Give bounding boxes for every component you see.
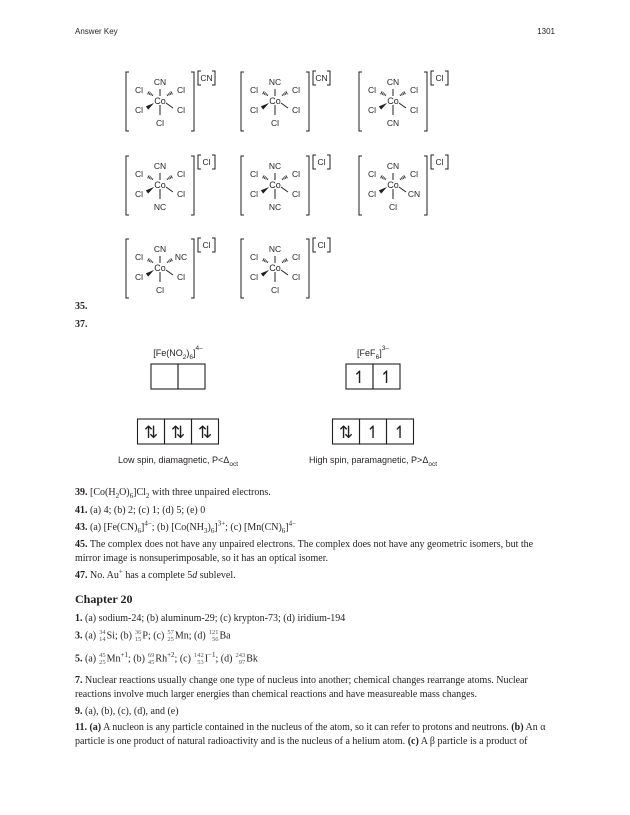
plain-bond	[281, 270, 288, 275]
metal-center: Co	[269, 96, 281, 106]
ligand-upper-right: Cl	[291, 252, 301, 262]
ligand-upper-left: Cl	[367, 85, 377, 95]
counterion: Cl	[435, 157, 444, 167]
ligand-lower-left: Cl	[249, 105, 259, 115]
spin-caption	[309, 455, 437, 468]
answer-43: 43. (a) $[Fe(CN)_6]^{4-}$; (b) $[Co(NH_3)_6]^{3+}$; (c) $[Mn(CN)_6]^{4-}$	[75, 519, 297, 535]
ligand-upper-right: NC	[174, 252, 188, 262]
counterion: Cl	[202, 240, 211, 250]
hashed-bond	[170, 176, 171, 178]
hashed-bond	[168, 177, 169, 179]
complex-formula	[153, 345, 203, 361]
hashed-bond	[401, 177, 402, 179]
metal-center: Co	[154, 96, 166, 106]
hashed-bond	[264, 259, 265, 261]
isotope-notation: 121 56	[208, 629, 219, 643]
bracket-right	[191, 239, 194, 298]
plain-bond	[281, 103, 288, 108]
ligand-bottom: Cl	[270, 285, 280, 295]
hashed-bond	[149, 92, 150, 94]
hashed-bond	[283, 260, 284, 262]
d-orbital-diagram	[118, 345, 238, 468]
ligand-bottom: Cl	[155, 118, 165, 128]
ligand-bottom: Cl	[155, 285, 165, 295]
formula-part: ]	[379, 348, 382, 358]
electron-arrow: ⇅	[338, 423, 354, 442]
plain-bond	[166, 270, 173, 275]
bracket-right	[191, 72, 194, 131]
hashed-bond	[404, 175, 406, 178]
hashed-bond	[267, 178, 268, 179]
ligand-lower-right: Cl	[176, 189, 186, 199]
counterion: Cl	[317, 240, 326, 250]
formula-part: [Fe(NO	[153, 348, 183, 358]
octahedral-complex	[241, 155, 330, 215]
ligand-top: NC	[268, 244, 282, 254]
ligand-bottom: Cl	[270, 118, 280, 128]
counterion-bracket-right	[327, 155, 330, 169]
answer-39: 39. $[Co(H_2O)_6]Cl_2$ with three unpaired electrons.	[75, 487, 271, 500]
spin-caption	[118, 455, 238, 468]
hashed-bond	[267, 261, 268, 262]
metal-center: Co	[154, 180, 166, 190]
page-number: 1301	[537, 27, 555, 36]
ligand-bottom: Cl	[388, 202, 398, 212]
hashed-bond	[151, 93, 152, 95]
octahedral-complex	[359, 155, 448, 215]
ligand-upper-right: Cl	[291, 169, 301, 179]
answer-ch20-11: 11. (a) A nucleon is any particle contained in the nucleus of the atom, so it can refer to protons and neutrons. (b) An α particle is one product of natural radioactivity and is the nucleus of a helium atom. (c) A β particle is a product of	[75, 722, 546, 747]
ligand-top: CN	[386, 77, 400, 87]
wedge-bond	[261, 187, 269, 194]
hashed-bond	[152, 94, 153, 95]
hashed-bond	[149, 176, 150, 178]
hashed-bond	[148, 258, 150, 261]
wedge-bond	[146, 270, 154, 277]
ligand-upper-right: Cl	[176, 85, 186, 95]
hashed-bond	[286, 258, 288, 261]
electron-arrow: ⇅	[143, 423, 159, 442]
electron-arrow: ↿	[352, 368, 367, 387]
hashed-bond	[266, 260, 267, 262]
bracket-left	[126, 156, 129, 215]
plain-bond	[166, 103, 173, 108]
formula-part: ]	[193, 348, 196, 358]
ligand-top: CN	[386, 161, 400, 171]
hashed-bond	[384, 177, 385, 179]
bracket-right	[306, 72, 309, 131]
ligand-bottom: NC	[268, 202, 282, 212]
bracket-right	[191, 156, 194, 215]
ligand-upper-left: Cl	[249, 85, 259, 95]
hashed-bond	[381, 91, 383, 94]
hashed-bond	[385, 94, 386, 95]
octahedral-complex	[359, 71, 448, 131]
ligand-lower-right: Cl	[291, 272, 301, 282]
hashed-bond	[403, 176, 404, 178]
ligand-upper-right: Cl	[176, 169, 186, 179]
ligand-lower-left: Cl	[367, 189, 377, 199]
electron-arrow: ↿	[392, 423, 408, 442]
d-orbital-diagram	[309, 345, 437, 468]
answer-ch20-7: 7. Nuclear reactions usually change one type of nucleus into another; chemical changes rearrange atoms. Nuclear reactions involve much larger energies than chemical reactions and have measureable mass changes.	[75, 675, 528, 700]
hashed-bond	[152, 261, 153, 262]
counterion: Cl	[317, 157, 326, 167]
isotope-notation: 243 97	[235, 652, 246, 666]
hashed-bond	[168, 93, 169, 95]
ligand-lower-right: Cl	[291, 105, 301, 115]
hashed-bond	[286, 91, 288, 94]
question-35-number: 35.	[75, 301, 88, 312]
chapter-20-heading: Chapter 20	[75, 592, 133, 606]
metal-center: Co	[387, 180, 399, 190]
isotope-notation: 69 45	[147, 652, 155, 666]
counterion-bracket-left	[198, 155, 201, 169]
ligand-lower-right: Cl	[176, 272, 186, 282]
octahedral-complex	[126, 155, 215, 215]
ligand-upper-left: Cl	[134, 85, 144, 95]
isotope-notation: 45 25	[99, 652, 106, 666]
bracket-right	[306, 156, 309, 215]
ligand-top: CN	[153, 244, 167, 254]
ligand-upper-left: Cl	[134, 169, 144, 179]
hashed-bond	[384, 93, 385, 95]
hashed-bond	[400, 94, 401, 95]
isotope-notation: 34 14	[99, 629, 106, 643]
bracket-right	[424, 156, 427, 215]
hashed-bond	[148, 91, 150, 94]
formula-part: [FeF	[357, 348, 376, 358]
answer-41: 41. (a) 4; (b) 2; (c) 1; (d) 5; (e) 0	[75, 505, 206, 516]
hashed-bond	[385, 178, 386, 179]
electron-arrow: ↿	[365, 423, 381, 442]
counterion-bracket-left	[431, 71, 434, 85]
wedge-bond	[379, 187, 387, 194]
answer-ch20-1: 1. (a) sodium-24; (b) aluminum-29; (c) krypton-73; (d) iridium-194	[75, 613, 346, 624]
octahedral-complex	[126, 71, 215, 131]
counterion-bracket-right	[445, 71, 448, 85]
ligand-top: NC	[268, 161, 282, 171]
ligand-upper-left: Cl	[367, 169, 377, 179]
wedge-bond	[146, 187, 154, 194]
counterion: CN	[200, 73, 213, 83]
hashed-bond	[400, 178, 401, 179]
hashed-bond	[285, 92, 286, 94]
counterion-bracket-left	[313, 238, 316, 252]
counterion-bracket-left	[313, 155, 316, 169]
counterion-bracket-left	[198, 238, 201, 252]
bracket-left	[126, 239, 129, 298]
metal-center: Co	[269, 263, 281, 273]
hashed-bond	[148, 175, 150, 178]
hashed-bond	[171, 175, 173, 178]
electron-arrow: ↿	[379, 368, 394, 387]
caption-subscript: oct	[229, 461, 238, 468]
electron-arrow: ⇅	[170, 423, 186, 442]
hashed-bond	[403, 92, 404, 94]
hashed-bond	[152, 178, 153, 179]
answer-ch20-5: 5. (a) 45 $25Mn^{+1}$; (b) 69 $45Rh^{+2}$; (c) 142 $53I^{-1}$; (d) 243 97Bk	[75, 650, 258, 666]
octahedral-complex	[241, 71, 330, 131]
formula-part: 2	[182, 354, 187, 361]
caption-subscript: oct	[428, 461, 437, 468]
hashed-bond	[382, 92, 383, 94]
ligand-upper-right: Cl	[409, 85, 419, 95]
ligand-top: CN	[153, 161, 167, 171]
answer-ch20-9: 9. (a), (b), (c), (d), and (e)	[75, 706, 179, 717]
plain-bond	[281, 187, 288, 192]
formula-part: 4–	[195, 345, 203, 352]
bracket-right	[306, 239, 309, 298]
caption-text: High spin, paramagnetic, P>Δ	[309, 455, 429, 465]
hashed-bond	[167, 94, 168, 95]
hashed-bond	[170, 259, 171, 261]
formula-part: 6	[375, 354, 380, 361]
octahedral-complex	[241, 238, 330, 298]
ligand-upper-left: Cl	[134, 252, 144, 262]
hashed-bond	[381, 175, 383, 178]
answer-39-number: 39.	[75, 487, 88, 498]
hashed-bond	[264, 176, 265, 178]
counterion-bracket-right	[212, 155, 215, 169]
wedge-bond	[261, 270, 269, 277]
ligand-lower-right: CN	[407, 189, 421, 199]
orbital-box-eg	[151, 364, 178, 389]
metal-center: Co	[387, 96, 399, 106]
formula-part: 3–	[381, 345, 389, 352]
ligand-lower-left: Cl	[249, 272, 259, 282]
ligand-upper-right: Cl	[409, 169, 419, 179]
bracket-left	[126, 72, 129, 131]
bracket-left	[241, 72, 244, 131]
hashed-bond	[171, 258, 173, 261]
formula-part: )	[186, 348, 190, 358]
plain-bond	[399, 103, 406, 108]
hashed-bond	[285, 176, 286, 178]
hashed-bond	[168, 260, 169, 262]
metal-center: Co	[269, 180, 281, 190]
counterion-bracket-right	[212, 238, 215, 252]
ligand-lower-left: Cl	[134, 272, 144, 282]
isotope-notation: 36 15	[134, 629, 142, 643]
hashed-bond	[167, 178, 168, 179]
ligand-upper-right: Cl	[291, 85, 301, 95]
hashed-bond	[266, 93, 267, 95]
hashed-bond	[266, 177, 267, 179]
formula-part: 6	[189, 354, 194, 361]
hashed-bond	[283, 93, 284, 95]
ligand-top: CN	[153, 77, 167, 87]
hashed-bond	[264, 92, 265, 94]
bracket-right	[424, 72, 427, 131]
hashed-bond	[282, 261, 283, 262]
ligand-lower-right: Cl	[409, 105, 419, 115]
answer-47: 47. No. Au+ has a complete 5d sublevel.	[75, 567, 236, 581]
wedge-bond	[261, 103, 269, 110]
bracket-left	[241, 239, 244, 298]
hashed-bond	[263, 175, 265, 178]
ligand-lower-left: Cl	[134, 105, 144, 115]
hashed-bond	[263, 91, 265, 94]
bracket-left	[359, 156, 362, 215]
hashed-bond	[401, 93, 402, 95]
hashed-bond	[404, 91, 406, 94]
counterion: Cl	[435, 73, 444, 83]
counterion-bracket-left	[431, 155, 434, 169]
isotope-notation: 142 53	[193, 652, 204, 666]
counterion-bracket-right	[445, 155, 448, 169]
bracket-left	[359, 72, 362, 131]
hashed-bond	[171, 91, 173, 94]
orbital-box-eg	[178, 364, 205, 389]
electron-arrow: ⇅	[197, 423, 213, 442]
hashed-bond	[286, 175, 288, 178]
hashed-bond	[382, 176, 383, 178]
isotope-notation: 57 25	[167, 629, 174, 643]
octahedral-complex	[126, 238, 215, 298]
ligand-upper-left: Cl	[249, 252, 259, 262]
ligand-lower-right: Cl	[291, 189, 301, 199]
wedge-bond	[379, 103, 387, 110]
bracket-left	[241, 156, 244, 215]
ligand-upper-left: Cl	[249, 169, 259, 179]
hashed-bond	[267, 94, 268, 95]
plain-bond	[399, 187, 406, 192]
answer-ch20-3: 3. (a) 34 14Si; (b) 36 15P; (c) 57 25Mn; (d) 121 56Ba	[75, 629, 231, 643]
ligand-lower-right: Cl	[176, 105, 186, 115]
hashed-bond	[170, 92, 171, 94]
ligand-lower-left: Cl	[249, 189, 259, 199]
hashed-bond	[282, 178, 283, 179]
caption-text: Low spin, diamagnetic, P<Δ	[118, 455, 230, 465]
ligand-bottom: CN	[386, 118, 400, 128]
hashed-bond	[285, 259, 286, 261]
counterion-bracket-right	[327, 238, 330, 252]
hashed-bond	[167, 261, 168, 262]
ligand-top: NC	[268, 77, 282, 87]
plain-bond	[166, 187, 173, 192]
ligand-bottom: NC	[153, 202, 167, 212]
hashed-bond	[151, 177, 152, 179]
ligand-lower-left: Cl	[367, 105, 377, 115]
running-header-left: Answer Key	[75, 27, 118, 36]
answer-45: 45. The complex does not have any unpaired electrons. The complex does not have any geometric isomers, but the mirror image is nonsuperimposable, so it has an optical isomer.	[75, 539, 534, 564]
metal-center: Co	[154, 263, 166, 273]
counterion: CN	[315, 73, 328, 83]
question-37-number: 37.	[75, 319, 88, 330]
hashed-bond	[282, 94, 283, 95]
wedge-bond	[146, 103, 154, 110]
hashed-bond	[263, 258, 265, 261]
counterion: Cl	[202, 157, 211, 167]
complex-formula	[357, 345, 389, 361]
ligand-lower-left: Cl	[134, 189, 144, 199]
hashed-bond	[283, 177, 284, 179]
hashed-bond	[151, 260, 152, 262]
hashed-bond	[149, 259, 150, 261]
